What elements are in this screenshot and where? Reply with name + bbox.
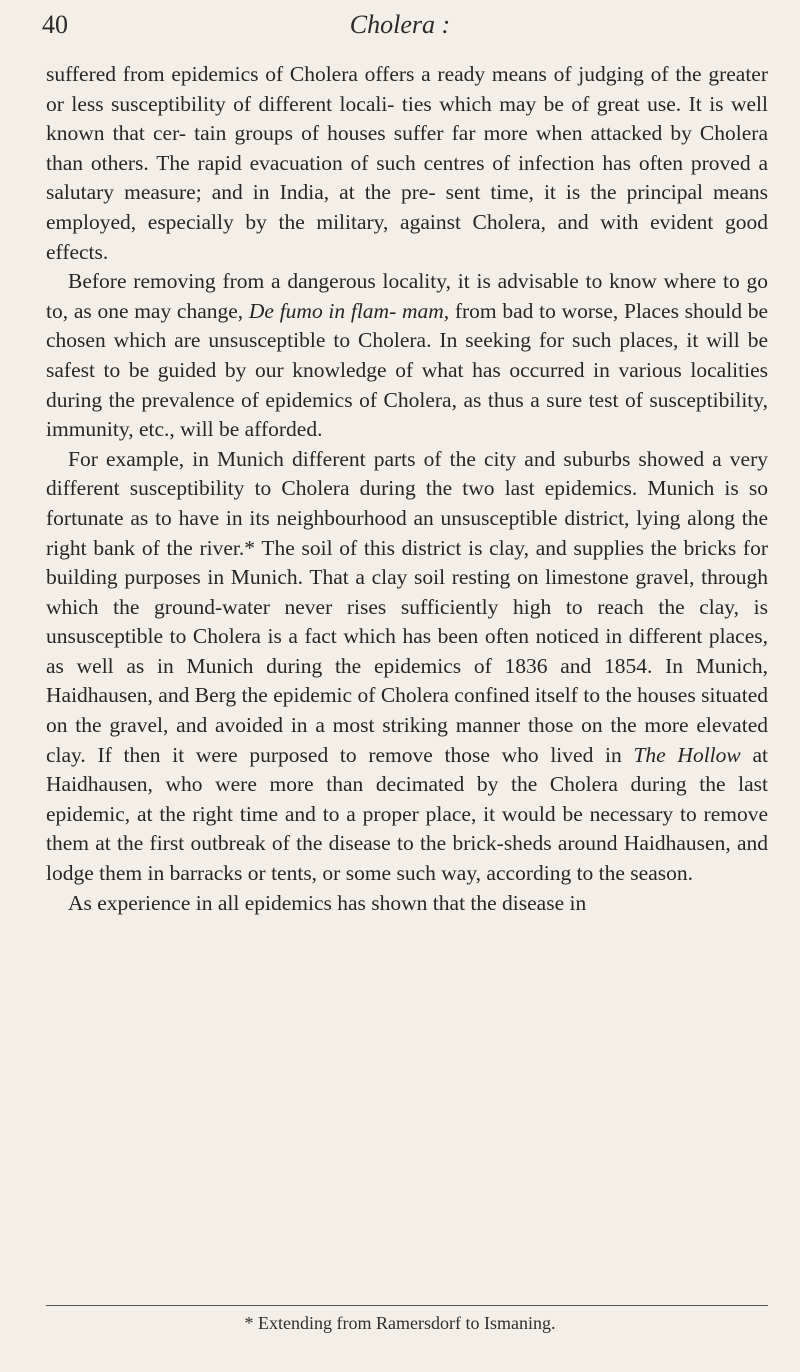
paragraph-4: As experience in all epidemics has shown that the disease in — [68, 890, 587, 915]
place-name-italic: The Hollow — [633, 742, 741, 767]
page-header — [0, 4, 800, 48]
paragraph-2 — [46, 267, 768, 445]
running-title: Cholera : — [349, 10, 451, 39]
latin-phrase: De fumo in flam- mam, — [248, 298, 450, 323]
paragraph-2-text-a: Before removing from a dangerous locality, it is advisable to know where to go to, as one may change, — [46, 269, 768, 323]
paragraph-3-text-a: For example, in Munich different parts of the city and suburbs showed a very different susceptibility to Cholera during the two last epidemics. Munich is so fortunate as to have in its neighbourhood an unsusceptible district, lying along the right bank of the river.* The soil of this district is clay, and supplies the bricks for building purposes in Munich. That a clay soil resting on limestone gravel, through which the ground-water never rises sufficiently high to reach the clay, is unsusceptible to Cholera is a fact which has been often noticed in different places, as well as in Munich during the epidemics of 1836 and 1854. In Munich, Haidhausen, and Berg the epidemic of Cholera confined itself to the houses situated on the gravel, and avoided in a most striking manner those on the more elevated clay. If then it were purposed to remove those who lived in — [46, 446, 768, 767]
paragraph-3 — [46, 445, 768, 889]
paragraph-1: suffered from epidemics of Cholera offers a ready means of judging of the greater or less susceptibility of different locali- ties which may be of great use. It is well known that cer- tain groups of houses suffer far more when attacked by Cholera than others. The rapid evacuation of such centres of infection has often proved a salutary measure; and in India, at the pre- sent time, it is the principal means employed, especially by the military, against Cholera, and with evident good effects. — [46, 62, 768, 264]
paragraph-2-text-b: from bad to worse, Places should be chosen which are unsusceptible to Cholera. In seeking for such places, it will be safest to be guided by our knowledge of what has occurred in various localities during the prevalence of epidemics of Cholera, as thus a sure test of susceptibility, immunity, etc., will be afforded. — [46, 298, 768, 442]
footnote-divider — [46, 1305, 768, 1306]
page-number: 40 — [42, 10, 68, 39]
body-text — [46, 60, 768, 918]
footnote: * Extending from Ramersdorf to Ismaning. — [244, 1313, 556, 1333]
paragraph-3-text-b: at Haidhausen, who were more than decimated by the Cholera during the last epidemic, at the right time and to a proper place, it would be necessary to remove them at the first outbreak of the disease to the brick-sheds around Haidhausen, and lodge them in barracks or tents, or some such way, according to the season. — [46, 742, 768, 886]
